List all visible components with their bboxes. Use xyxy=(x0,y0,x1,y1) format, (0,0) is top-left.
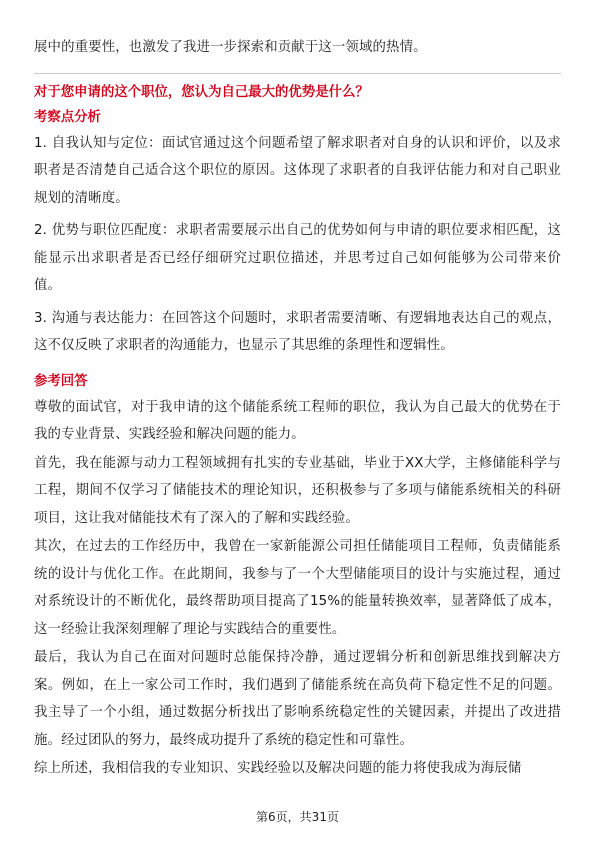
analysis-point: 3. 沟通与表达能力：在回答这个问题时，求职者需要清晰、有逻辑地表达自己的观点，这不仅反映了求职者的沟通能力，也显示了其思维的条理性和逻辑性。 xyxy=(34,310,561,353)
analysis-title: 考察点分析 xyxy=(34,109,101,125)
analysis-point: 2. 优势与职位匹配度：求职者需要展示出自己的优势如何与申请的职位要求相匹配，这能显示出求职者是否已经仔细研究过职位描述，并思考过自己如何能够为公司带来价值。 xyxy=(34,223,561,293)
answer-title: 参考回答 xyxy=(34,373,88,389)
answer-paragraph: 其次，在过去的工作经历中，我曾在一家新能源公司担任储能项目工程师，负责储能系统的设计与优化工作。在此期间，我参与了一个大型储能项目的设计与实施过程，通过对系统设计的不断优化，最终帮助项目提高了15%的能量转换效率，显著降低了成本，这一经验让我深刻理解了理论与实践结合的重要性。 xyxy=(34,539,561,637)
answer-paragraph: 尊敬的面试官，对于我申请的这个储能系统工程师的职位，我认为自己最大的优势在于我的专业背景、实践经验和解决问题的能力。 xyxy=(34,399,561,442)
answer-paragraph: 最后，我认为自己在面对问题时总能保持冷静，通过逻辑分析和创新思维找到解决方案。例如，在上一家公司工作时，我们遇到了储能系统在高负荷下稳定性不足的问题。我主导了一个小组，通过数据分析找出了影响系统稳定性的关键因素，并提出了改进措施。经过团队的努力，最终成功提升了系统的稳定性和可靠性。 xyxy=(34,650,561,748)
answer-paragraph: 首先，我在能源与动力工程领域拥有扎实的专业基础，毕业于XX大学，主修储能科学与工程，期间不仅学习了储能技术的理论知识，还积极参与了多项与储能系统相关的科研项目，这让我对储能技术有了深入的了解和实践经验。 xyxy=(34,455,561,526)
analysis-point: 1. 自我认知与定位：面试官通过这个问题希望了解求职者对自身的认识和评价，以及求职者是否清楚自己适合这个职位的原因。这体现了求职者的自我评估能力和对自己职业规划的清晰度。 xyxy=(34,135,561,206)
intro-text: 展中的重要性，也激发了我进一步探索和贡献于这一领域的热情。 xyxy=(34,40,427,55)
page-number: 第6页，共31页 xyxy=(256,810,339,824)
divider xyxy=(34,73,561,74)
question-heading: 对于您申请的这个职位，您认为自己最大的优势是什么？ xyxy=(34,84,369,100)
document-page xyxy=(34,34,561,784)
answer-paragraph: 综上所述，我相信我的专业知识、实践经验以及解决问题的能力将使我成为海辰储 xyxy=(34,761,522,776)
